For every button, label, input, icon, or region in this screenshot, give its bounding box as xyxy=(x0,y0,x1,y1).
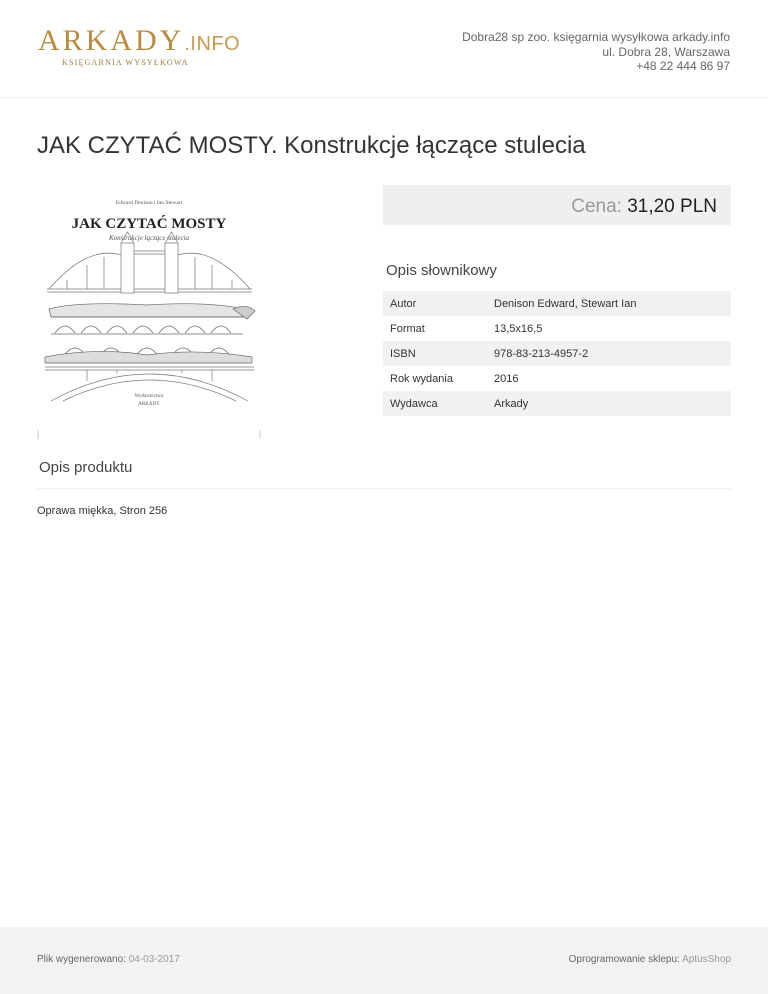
attribute-value: Arkady xyxy=(487,391,731,416)
description-text: Oprawa miękka, Stron 256 xyxy=(37,505,168,517)
attribute-value: 2016 xyxy=(494,372,519,385)
table-row xyxy=(383,291,731,316)
logo-main-text: ARKADY xyxy=(38,24,185,57)
company-name: Dobra28 sp zoo. księgarnia wysyłkowa arkady.info xyxy=(462,30,730,44)
cover-publisher-line1: Wydawnictwo xyxy=(134,394,164,399)
generated-date: 04-03-2017 xyxy=(128,954,180,965)
company-address: ul. Dobra 28, Warszawa xyxy=(602,44,730,59)
cover-authors: Edward Denison i Ian Stewart xyxy=(115,200,183,206)
generated-info xyxy=(37,954,180,965)
cover-subtitle: Konstrukcje łączące stulecia xyxy=(108,234,190,242)
attributes-table xyxy=(383,291,731,416)
divider xyxy=(37,488,731,489)
attribute-key: Format xyxy=(390,322,425,335)
company-phone: +48 22 444 86 97 xyxy=(636,59,730,73)
price-label: Cena: xyxy=(571,196,622,217)
price-box xyxy=(383,185,731,225)
table-row xyxy=(383,316,731,341)
attribute-key: ISBN xyxy=(383,341,487,366)
aqueduct-drawing xyxy=(45,304,255,363)
logo-wordmark xyxy=(38,26,240,59)
attribute-value: 978-83-213-4957-2 xyxy=(487,341,731,366)
table-row xyxy=(383,341,731,366)
logo-tld-text: .INFO xyxy=(184,33,241,55)
product-title: JAK CZYTAĆ MOSTY. Konstrukcje łączące stulecia xyxy=(37,132,586,159)
attribute-key: Autor xyxy=(383,291,487,316)
company-info xyxy=(462,30,730,74)
software-link[interactable]: AptusShop xyxy=(682,954,731,965)
page-header xyxy=(0,0,768,98)
arkady-logo[interactable] xyxy=(38,26,240,67)
price-value: 31,20 PLN xyxy=(627,196,717,217)
book-cover-image xyxy=(37,185,262,440)
software-info xyxy=(569,954,731,965)
generated-label: Plik wygenerowano: xyxy=(37,954,126,965)
cover-title: JAK CZYTAĆ MOSTY xyxy=(71,216,227,232)
dictionary-heading: Opis słownikowy xyxy=(386,262,497,279)
attribute-value: 13,5x16,5 xyxy=(494,322,543,335)
page-footer xyxy=(0,927,768,994)
table-row xyxy=(383,366,731,391)
software-label: Oprogramowanie sklepu: xyxy=(568,954,680,965)
logo-tagline: KSIĘGARNIA WYSYŁKOWA xyxy=(62,58,189,67)
attribute-value: Denison Edward, Stewart Ian xyxy=(487,291,731,316)
attribute-key: Wydawca xyxy=(383,391,487,416)
description-heading: Opis produktu xyxy=(39,459,133,476)
attribute-key: Rok wydania xyxy=(390,372,453,385)
table-row xyxy=(383,391,731,416)
price xyxy=(571,196,717,218)
cover-publisher-line2: ARKADY xyxy=(138,402,160,407)
